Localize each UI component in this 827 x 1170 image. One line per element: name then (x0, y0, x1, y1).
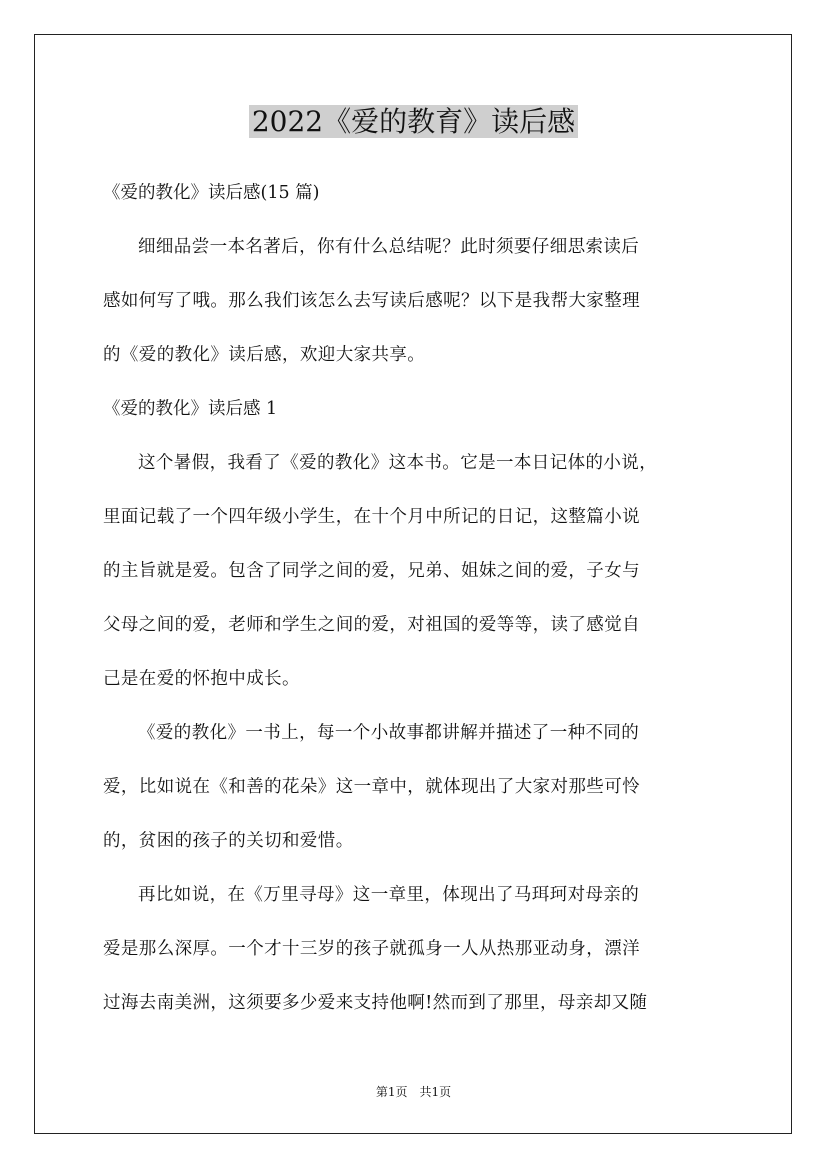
paragraph-line: 这个暑假，我看了《爱的教化》这本书。它是一本日记体的小说， (138, 453, 658, 473)
paragraph-line: 父母之间的爱，老师和学生之间的爱，对祖国的爱等等，读了感觉自 (103, 615, 640, 635)
document-title-text: 2022《爱的教育》读后感 (249, 105, 578, 138)
paragraph-line: 《爱的教化》一书上，每一个小故事都讲解并描述了一种不同的 (138, 723, 640, 743)
paragraph-line: 再比如说，在《万里寻母》这一章里，体现出了马珥珂对母亲的 (138, 885, 640, 905)
paragraph-line: 爱是那么深厚。一个才十三岁的孩子就孤身一人从热那亚动身，漂洋 (103, 939, 640, 959)
page-number-footer: 第1页 共1页 (375, 1085, 452, 1099)
paragraph-line: 爱，比如说在《和善的花朵》这一章中，就体现出了大家对那些可怜 (103, 777, 640, 797)
document-body (103, 166, 725, 1030)
intro-line: 感如何写了哦。那么我们该怎么去写读后感呢？以下是我帮大家整理 (103, 291, 640, 311)
paragraph-line: 里面记载了一个四年级小学生，在十个月中所记的日记，这整篇小说 (103, 507, 640, 527)
intro-line: 细细品尝一本名著后，你有什么总结呢？此时须要仔细思索读后 (138, 237, 640, 257)
collection-heading: 《爱的教化》读后感(15 篇) (103, 183, 320, 203)
paragraph-line: 的主旨就是爱。包含了同学之间的爱，兄弟、姐妹之间的爱，子女与 (103, 561, 640, 581)
document-title (0, 100, 827, 144)
paragraph-line: 己是在爱的怀抱中成长。 (103, 669, 300, 689)
paragraph-line: 的，贫困的孩子的关切和爱惜。 (103, 831, 354, 851)
essay-heading: 《爱的教化》读后感 1 (103, 399, 278, 419)
paragraph-line: 过海去南美洲，这须要多少爱来支持他啊!然而到了那里，母亲却又随 (103, 993, 648, 1013)
intro-line: 的《爱的教化》读后感，欢迎大家共享。 (103, 345, 426, 365)
